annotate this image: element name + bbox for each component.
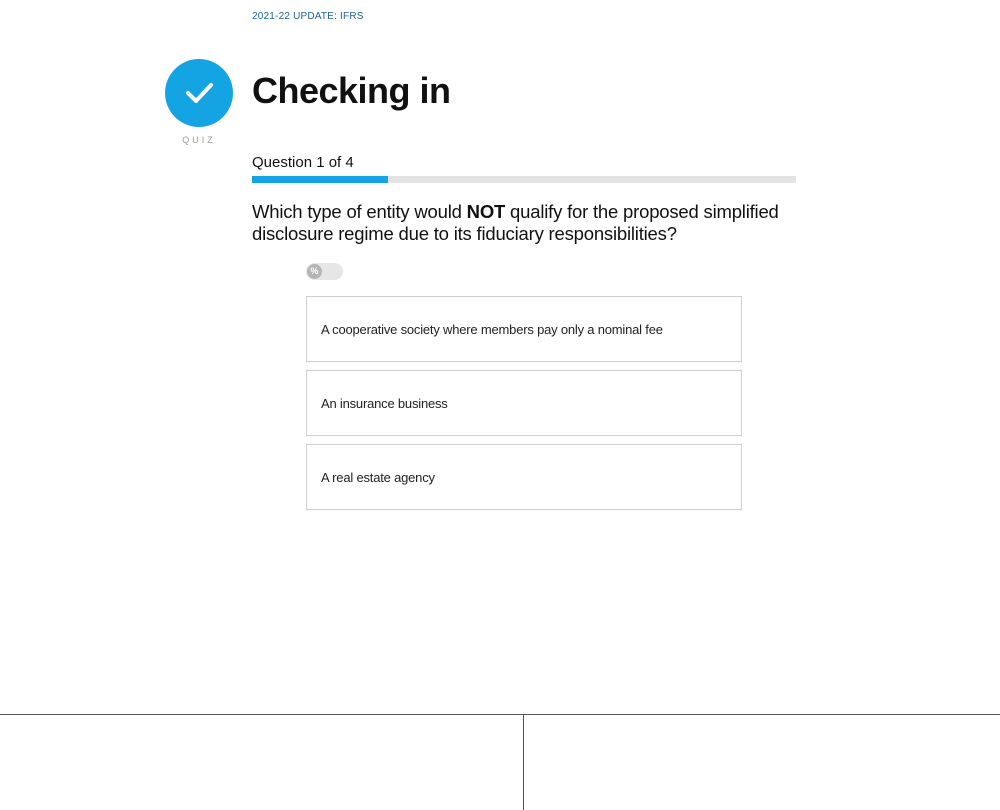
- question-text: [252, 201, 812, 245]
- quiz-badge: [165, 59, 233, 127]
- question-text-before: Which type of entity would: [252, 201, 467, 222]
- question-emphasis: NOT: [466, 201, 506, 222]
- page-title: Checking in: [252, 70, 451, 111]
- quiz-label: QUIZ: [182, 135, 216, 145]
- question-text-after: qualify for the proposed simplified disclosure regime due to its fiduciary responsibilities?: [252, 201, 779, 244]
- answer-option[interactable]: An insurance business: [306, 370, 742, 436]
- breadcrumb[interactable]: 2021-22 UPDATE: IFRS: [252, 11, 364, 22]
- footer-right-pane[interactable]: [524, 715, 1000, 810]
- progress-bar: [252, 176, 796, 183]
- footer-left-pane[interactable]: [0, 715, 523, 810]
- progress-bar-fill: [252, 176, 388, 183]
- percent-toggle[interactable]: [306, 263, 343, 280]
- percent-icon: %: [307, 264, 322, 279]
- checkmark-icon: [184, 78, 214, 108]
- answer-option[interactable]: A real estate agency: [306, 444, 742, 510]
- question-counter: Question 1 of 4: [252, 154, 354, 171]
- answer-option[interactable]: A cooperative society where members pay only a nominal fee: [306, 296, 742, 362]
- answer-options: [306, 296, 742, 518]
